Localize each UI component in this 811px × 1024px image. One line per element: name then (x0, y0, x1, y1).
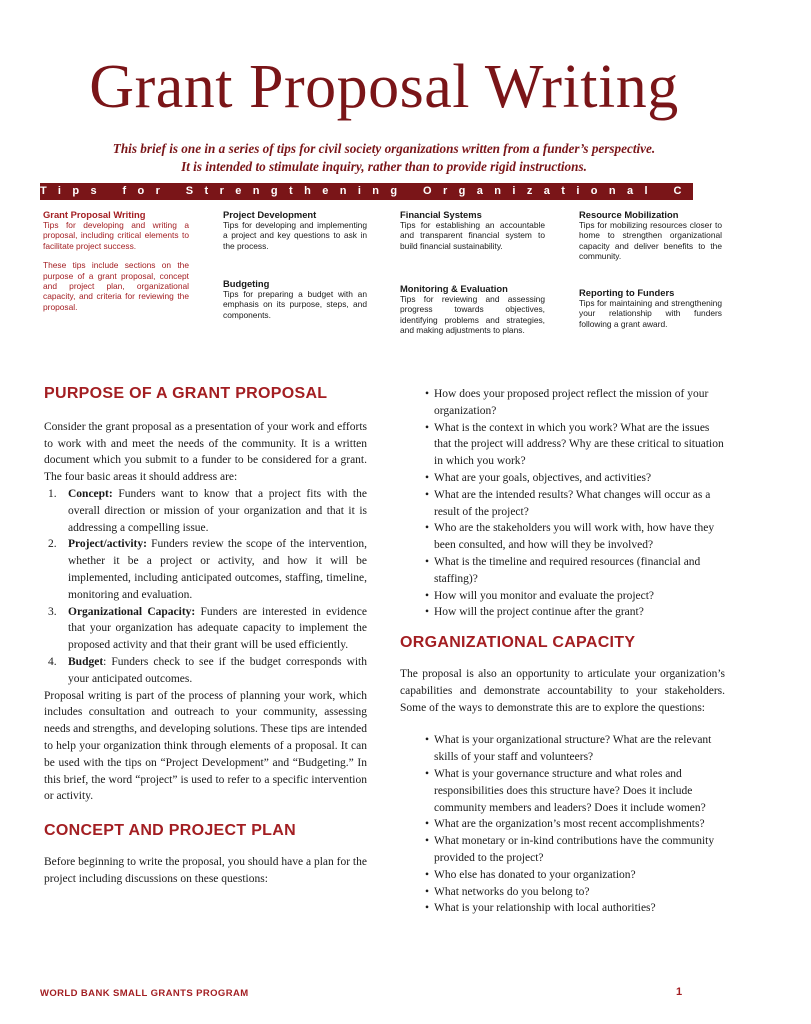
tip-text: Tips for establishing an accountable and transparent financial system to build financial sustainability. (400, 220, 545, 251)
capacity-questions (400, 732, 725, 917)
list-item: • How will you monitor and evaluate the project? (434, 588, 725, 605)
tip-text: Tips for mobilizing resources closer to home to strengthen organizational capacity and deliver benefits to the community. (579, 220, 722, 262)
tip-text-2: These tips include sections on the purpose of a grant proposal, concept and project plan, organizational capacity, and criteria for reviewing the proposal. (43, 260, 189, 312)
section-heading-capacity: ORGANIZATIONAL CAPACITY (400, 634, 636, 652)
tip-project-development (223, 209, 367, 251)
intro-line-1: This brief is one in a series of tips for civil society organizations written from a funder’s perspective. (112, 141, 656, 156)
tip-text: Tips for reviewing and assessing progress towards objectives, identifying problems and strategies, and making adjustments to plans. (400, 294, 545, 336)
tip-title: Resource Mobilization (579, 209, 679, 220)
page-title: Grant Proposal Writing (89, 53, 679, 121)
tip-text: Tips for maintaining and strengthening your relationship with funders following a grant award. (579, 298, 722, 329)
tip-grant-proposal-writing (43, 209, 189, 312)
tip-budgeting (223, 278, 367, 320)
intro-text (40, 140, 728, 176)
tip-title: Project Development (223, 209, 317, 220)
purpose-item: 3. Organizational Capacity: Funders are interested in evidence that your organization has adequate capacity to implement the proposed activity and that their grant will be used efficiently. (48, 605, 367, 652)
tip-monitoring-evaluation (400, 283, 545, 336)
list-item: • What are your goals, objectives, and activities? (434, 470, 725, 487)
page-number: 1 (676, 986, 683, 998)
purpose-intro: Consider the grant proposal as a presentation of your work and efforts to work with and meet the needs of the community. It is a written document which you submit to a funder to be considered for a grant. The four basic areas it should address are: (44, 420, 367, 484)
section-heading-purpose: PURPOSE OF A GRANT PROPOSAL (44, 385, 328, 402)
right-column (400, 386, 725, 917)
footer-program: WORLD BANK SMALL GRANTS PROGRAM (40, 988, 249, 999)
tip-title: Reporting to Funders (579, 287, 675, 298)
concept-intro: Before beginning to write the proposal, you should have a plan for the project including discussions on these questions: (44, 855, 367, 885)
list-item: • Who are the stakeholders you will work with, how have they been consulted, and how will they be involved? (434, 520, 725, 554)
list-item: • What are the organization’s most recent accomplishments? (434, 816, 725, 833)
list-item: • What is your relationship with local authorities? (434, 900, 725, 917)
tip-text: Tips for preparing a budget with an emphasis on its purpose, steps, and components. (223, 289, 367, 320)
list-item: • What are the intended results? What changes will occur as a result of the project? (434, 487, 725, 521)
left-column (44, 386, 367, 888)
list-item: • How will the project continue after the grant? (434, 604, 725, 621)
tip-financial-systems (400, 209, 545, 251)
tip-title: Monitoring & Evaluation (400, 283, 508, 294)
list-item: • How does your proposed project reflect the mission of your organization? (434, 386, 725, 420)
list-item: • What networks do you belong to? (434, 884, 725, 901)
purpose-item: 2. Project/activity: Funders review the scope of the intervention, whether it be a project or activity, and how it will be implemented, including anticipated outcomes, staffing, timeline, monitoring and evaluation. (48, 538, 367, 601)
tip-title: Financial Systems (400, 209, 482, 220)
list-item: • What is your organizational structure? What are the relevant skills of your staff and volunteers? (434, 732, 725, 766)
intro-line-2: It is intended to stimulate inquiry, rather than to provide rigid instructions. (181, 159, 587, 174)
tip-text: Tips for developing and writing a proposal, including critical elements to facilitate project success. (43, 220, 189, 251)
purpose-list (44, 486, 367, 688)
purpose-closing: Proposal writing is part of the process of planning your work, which includes consultation and outreach to your community, assessing needs and strengths, and developing solutions. These tips are intended to help your organization think through elements of a proposal. It can be used with the tips on “Project Development” and “Budgeting.” In this brief, the word “project” is used to refer to a specific intervention or activity. (44, 689, 367, 803)
capacity-intro: The proposal is also an opportunity to articulate your organization’s capabilities and demonstrate accountability to your stakeholders. Some of the ways to demonstrate this are to explore the questions: (400, 667, 725, 714)
list-item: • What is the timeline and required resources (financial and staffing)? (434, 554, 725, 588)
section-heading-concept: CONCEPT AND PROJECT PLAN (44, 822, 296, 840)
tip-resource-mobilization (579, 209, 722, 262)
list-item: • What is your governance structure and what roles and responsibilities does this structure have? Does it include community members and leaders? Does it include women? (434, 766, 725, 816)
list-item: • Who else has donated to your organization? (434, 867, 725, 884)
list-item: • What is the context in which you work? What are the issues that the project will address? Why are these critical to situation in which you work? (434, 420, 725, 470)
list-item: • What monetary or in-kind contributions have the community provided to the project? (434, 833, 725, 867)
purpose-item: 4. Budget: Funders check to see if the budget corresponds with your anticipated outcomes. (48, 655, 367, 685)
tip-text: Tips for developing and implementing a project and key questions to ask in the process. (223, 220, 367, 251)
tips-band: Tips for Strengthening Organizational Capacity (40, 183, 693, 200)
tip-reporting-to-funders (579, 287, 722, 329)
tip-title: Grant Proposal Writing (43, 209, 146, 220)
purpose-item: 1. Concept: Funders want to know that a project fits with the overall direction or mission of your organization and that it is addressing a compelling issue. (48, 487, 367, 534)
tip-title: Budgeting (223, 278, 270, 289)
concept-questions (400, 386, 725, 621)
